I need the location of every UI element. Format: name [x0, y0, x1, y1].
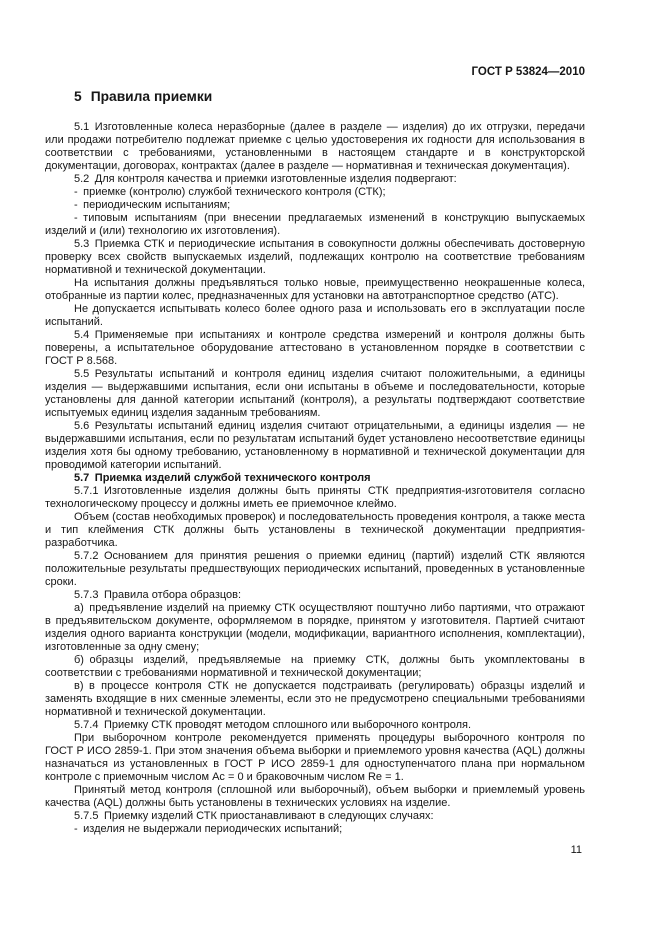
clause-5-7-4: 5.7.4 Приемку СТК проводят методом сплошного или выборочного контроля.	[74, 719, 472, 731]
clause-5-7-1: 5.7.1 Изготовленные изделия должны быть приняты СТК предприятия-изготовителя согласно технологическому процессу и должны иметь ее приемочное клеймо.	[45, 485, 585, 510]
paragraph-control-scope: Объем (состав необходимых проверок) и последовательность проведения контроля, а также места и тип клеймения СТК должны быть установлены в технической документации предприятия-разработчика.	[45, 511, 585, 549]
section-number: 5	[74, 89, 82, 104]
list-item-stk-acceptance: - приемке (контролю) службой технического контроля (СТК);	[74, 186, 386, 198]
clause-5-7-3: 5.7.3 Правила отбора образцов:	[74, 589, 242, 601]
paragraph-accepted-method: Принятый метод контроля (сплошной или выборочный), объем выборки и приемлемый уровень качества (AQL) должны быть установлены в технических условиях на изделие.	[45, 784, 585, 809]
clause-5-7-5: 5.7.5 Приемку изделий СТК приостанавливают в следующих случаях:	[74, 810, 434, 822]
paragraph-new-wheels: На испытания должны предъявляться только новые, преимущественно неокрашенные колеса, отобранные из партии колес, предназначенных для установки на автотранспортное средство (АТС).	[45, 277, 585, 302]
section-body	[45, 121, 585, 836]
section-title	[45, 89, 614, 105]
section-title-text: Правила приемки	[90, 89, 213, 104]
list-item-periodic-tests: - периодическим испытаниям;	[74, 199, 231, 211]
clause-5-6: 5.6 Результаты испытаний единиц изделия считают отрицательными, а единицы изделия — не выдержавшими испытания, если по результатам испытаний будет установлено несоответствие единицы изделия хотя бы одному требованию, установленному в нормативной и технической документации для проводимой категории испытаний.	[45, 420, 585, 471]
list-item-b: б) образцы изделий, предъявляемые на приемку СТК, должны быть укомплектованы в соответствии с требованиями нормативной и технической документации;	[45, 654, 585, 679]
paragraph-sampling-control: При выборочном контроле рекомендуется применять процедуры выборочного контроля по ГОСТ Р ИСО 2859-1. При этом значения объема выборки и приемлемого уровня качества (AQL) должны назначаться из установленных в ГОСТ Р ИСО 2859-1 для одноступенчатого плана при нормальном контроле с приемочным числом Ac = 0 и браковочным числом Re = 1.	[45, 732, 585, 783]
clause-5-7-2: 5.7.2 Основанием для принятия решения о приемки единиц (партий) изделий СТК являются положительные результаты предшествующих периодических испытаний, проведенных в установленные сроки.	[45, 550, 585, 588]
document-code-header: ГОСТ Р 53824—2010	[471, 66, 585, 78]
clause-5-2: 5.2 Для контроля качества и приемки изготовленные изделия подвергают:	[74, 173, 457, 185]
list-item-a: а) предъявление изделий на приемку СТК осуществляют поштучно либо партиями, что отражают в предъявительском документе, оформляемом в порядке, принятом у изготовителя. Партией считают изделия одного варианта конструкции (модели, модификации, вариантного исполнения, комплектации), изготовленные за одну смену;	[45, 602, 585, 653]
clause-5-5: 5.5 Результаты испытаний и контроля единиц изделия считают положительными, а единицы изделия — выдержавшими испытания, если они испытаны в объеме и последовательности, которые установлены для данной категории испытаний (контроля), а результаты подтверждают соответствие испытуемых единиц изделия заданным требованиям.	[45, 368, 585, 419]
list-item-v: в) в процессе контроля СТК не допускается подстраивать (регулировать) образцы изделий и заменять входящие в них сменные элементы, если это не предусмотрено специальными требованиями нормативной и технической документации.	[45, 680, 585, 718]
clause-5-1: 5.1 Изготовленные колеса неразборные (далее в разделе — изделия) до их отгрузки, передачи или продажи потребителю подлежат приемке с целью удостоверения их годности для использования в соответствии с требованиями, установленными в настоящем стандарте и в конструкторской документации, договорах, контрактах (далее в разделе — нормативная и техническая документация).	[45, 121, 585, 172]
clause-5-4: 5.4 Применяемые при испытаниях и контроле средства измерений и контроля должны быть поверены, а испытательное оборудование аттестовано в установленном порядке в соответствии с ГОСТ Р 8.568.	[45, 329, 585, 367]
list-item-type-tests: - типовым испытаниям (при внесении предлагаемых изменений в конструкцию выпускаемых изделий и (или) технологию их изготовления).	[45, 212, 585, 237]
subsection-heading-5-7: 5.7 Приемка изделий службой технического контроля	[74, 472, 371, 484]
page-number: 11	[570, 844, 582, 856]
clause-5-3: 5.3 Приемка СТК и периодические испытания в совокупности должны обеспечивать достоверную проверку всех свойств выпускаемых изделий, подлежащих контролю на соответствие требованиям нормативной и технической документации.	[45, 238, 585, 276]
paragraph-no-reuse: Не допускается испытывать колесо более одного раза и использовать его в эксплуатации после испытаний.	[45, 303, 585, 328]
list-item-failed-periodic: - изделия не выдержали периодических испытаний;	[74, 823, 343, 835]
